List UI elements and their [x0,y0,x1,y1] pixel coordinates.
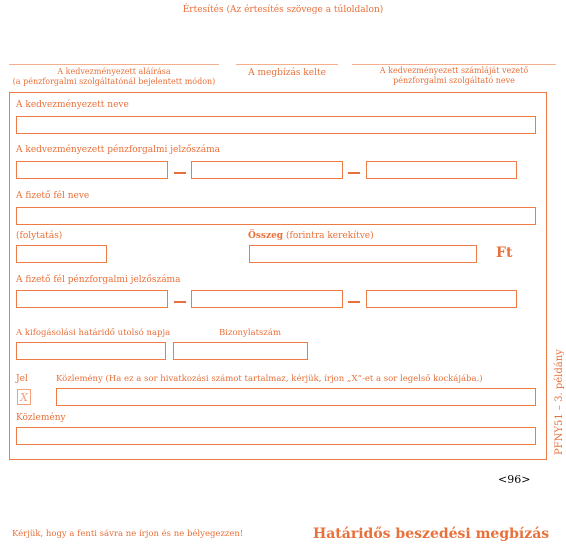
date-line [236,64,338,65]
note-reference-field[interactable] [56,388,536,406]
continuation-field[interactable] [16,245,107,263]
amount-field[interactable] [249,245,477,263]
payer-account-label: A fizető fél pénzforgalmi jelzőszáma [16,275,181,285]
note-label: Közlemény [16,413,66,423]
deadline-label: A kifogásolási határidő utolsó napja [16,328,171,338]
notice-text: Értesítés (Az értesítés szövege a túloldalon) [182,5,384,15]
deadline-field[interactable] [16,342,166,360]
payer-name-field[interactable] [16,207,536,225]
form-code: <96> [498,473,531,486]
footer-warning: Kérjük, hogy a fenti sávra ne írjon és ne bélyegezzen! [12,529,244,539]
amount-label-bold: Összeg [248,231,284,241]
bank-label [352,66,556,86]
signature-line [9,64,219,65]
dash-separator [174,172,186,174]
beneficiary-name-label: A kedvezményezett neve [16,100,129,110]
signature-label-line-2: (a pénzforgalmi szolgáltatónál bejelentett módon) [12,77,216,86]
amount-label-rest: (forintra kerekítve) [283,231,374,241]
beneficiary-account-part-2[interactable] [191,161,343,179]
flag-mark: X [20,390,28,404]
form-code-side-label: PFNY51 – 3. példány [554,349,565,455]
date-label: A megbízás kelte [248,68,326,78]
signature-label-line-1: A kedvezményezett aláírása [57,67,171,76]
amount-label [248,231,374,241]
beneficiary-name-field[interactable] [16,116,536,134]
footer-title: Határidős beszedési megbízás [313,526,550,542]
beneficiary-account-part-1[interactable] [16,161,168,179]
dash-separator [174,301,186,303]
bank-label-line-2: pénzforgalmi szolgáltató neve [393,76,515,85]
beneficiary-account-label: A kedvezményezett pénzforgalmi jelzőszáma [16,145,221,155]
signature-label [9,67,219,87]
payer-name-label: A fizető fél neve [16,191,90,201]
flag-label: Jel [16,374,28,384]
note-field[interactable] [16,427,536,445]
payer-account-part-3[interactable] [366,290,517,308]
note-hint-label: Közlemény (Ha ez a sor hivatkozási számot tartalmaz, kérjük, írjon „X”-et a sor legelső kockájába.) [56,374,483,384]
dash-separator [348,301,360,303]
continuation-label: (folytatás) [16,231,63,241]
bank-label-line-1: A kedvezményezett számláját vezető [379,66,529,75]
currency-label: Ft [496,245,513,261]
beneficiary-account-part-3[interactable] [366,161,517,179]
document-number-label: Bizonylatszám [219,328,282,338]
bank-line [352,64,556,65]
payer-account-part-2[interactable] [191,290,343,308]
payer-account-part-1[interactable] [16,290,168,308]
dash-separator [348,172,360,174]
reference-flag-checkbox[interactable] [17,389,31,405]
document-number-field[interactable] [173,342,308,360]
